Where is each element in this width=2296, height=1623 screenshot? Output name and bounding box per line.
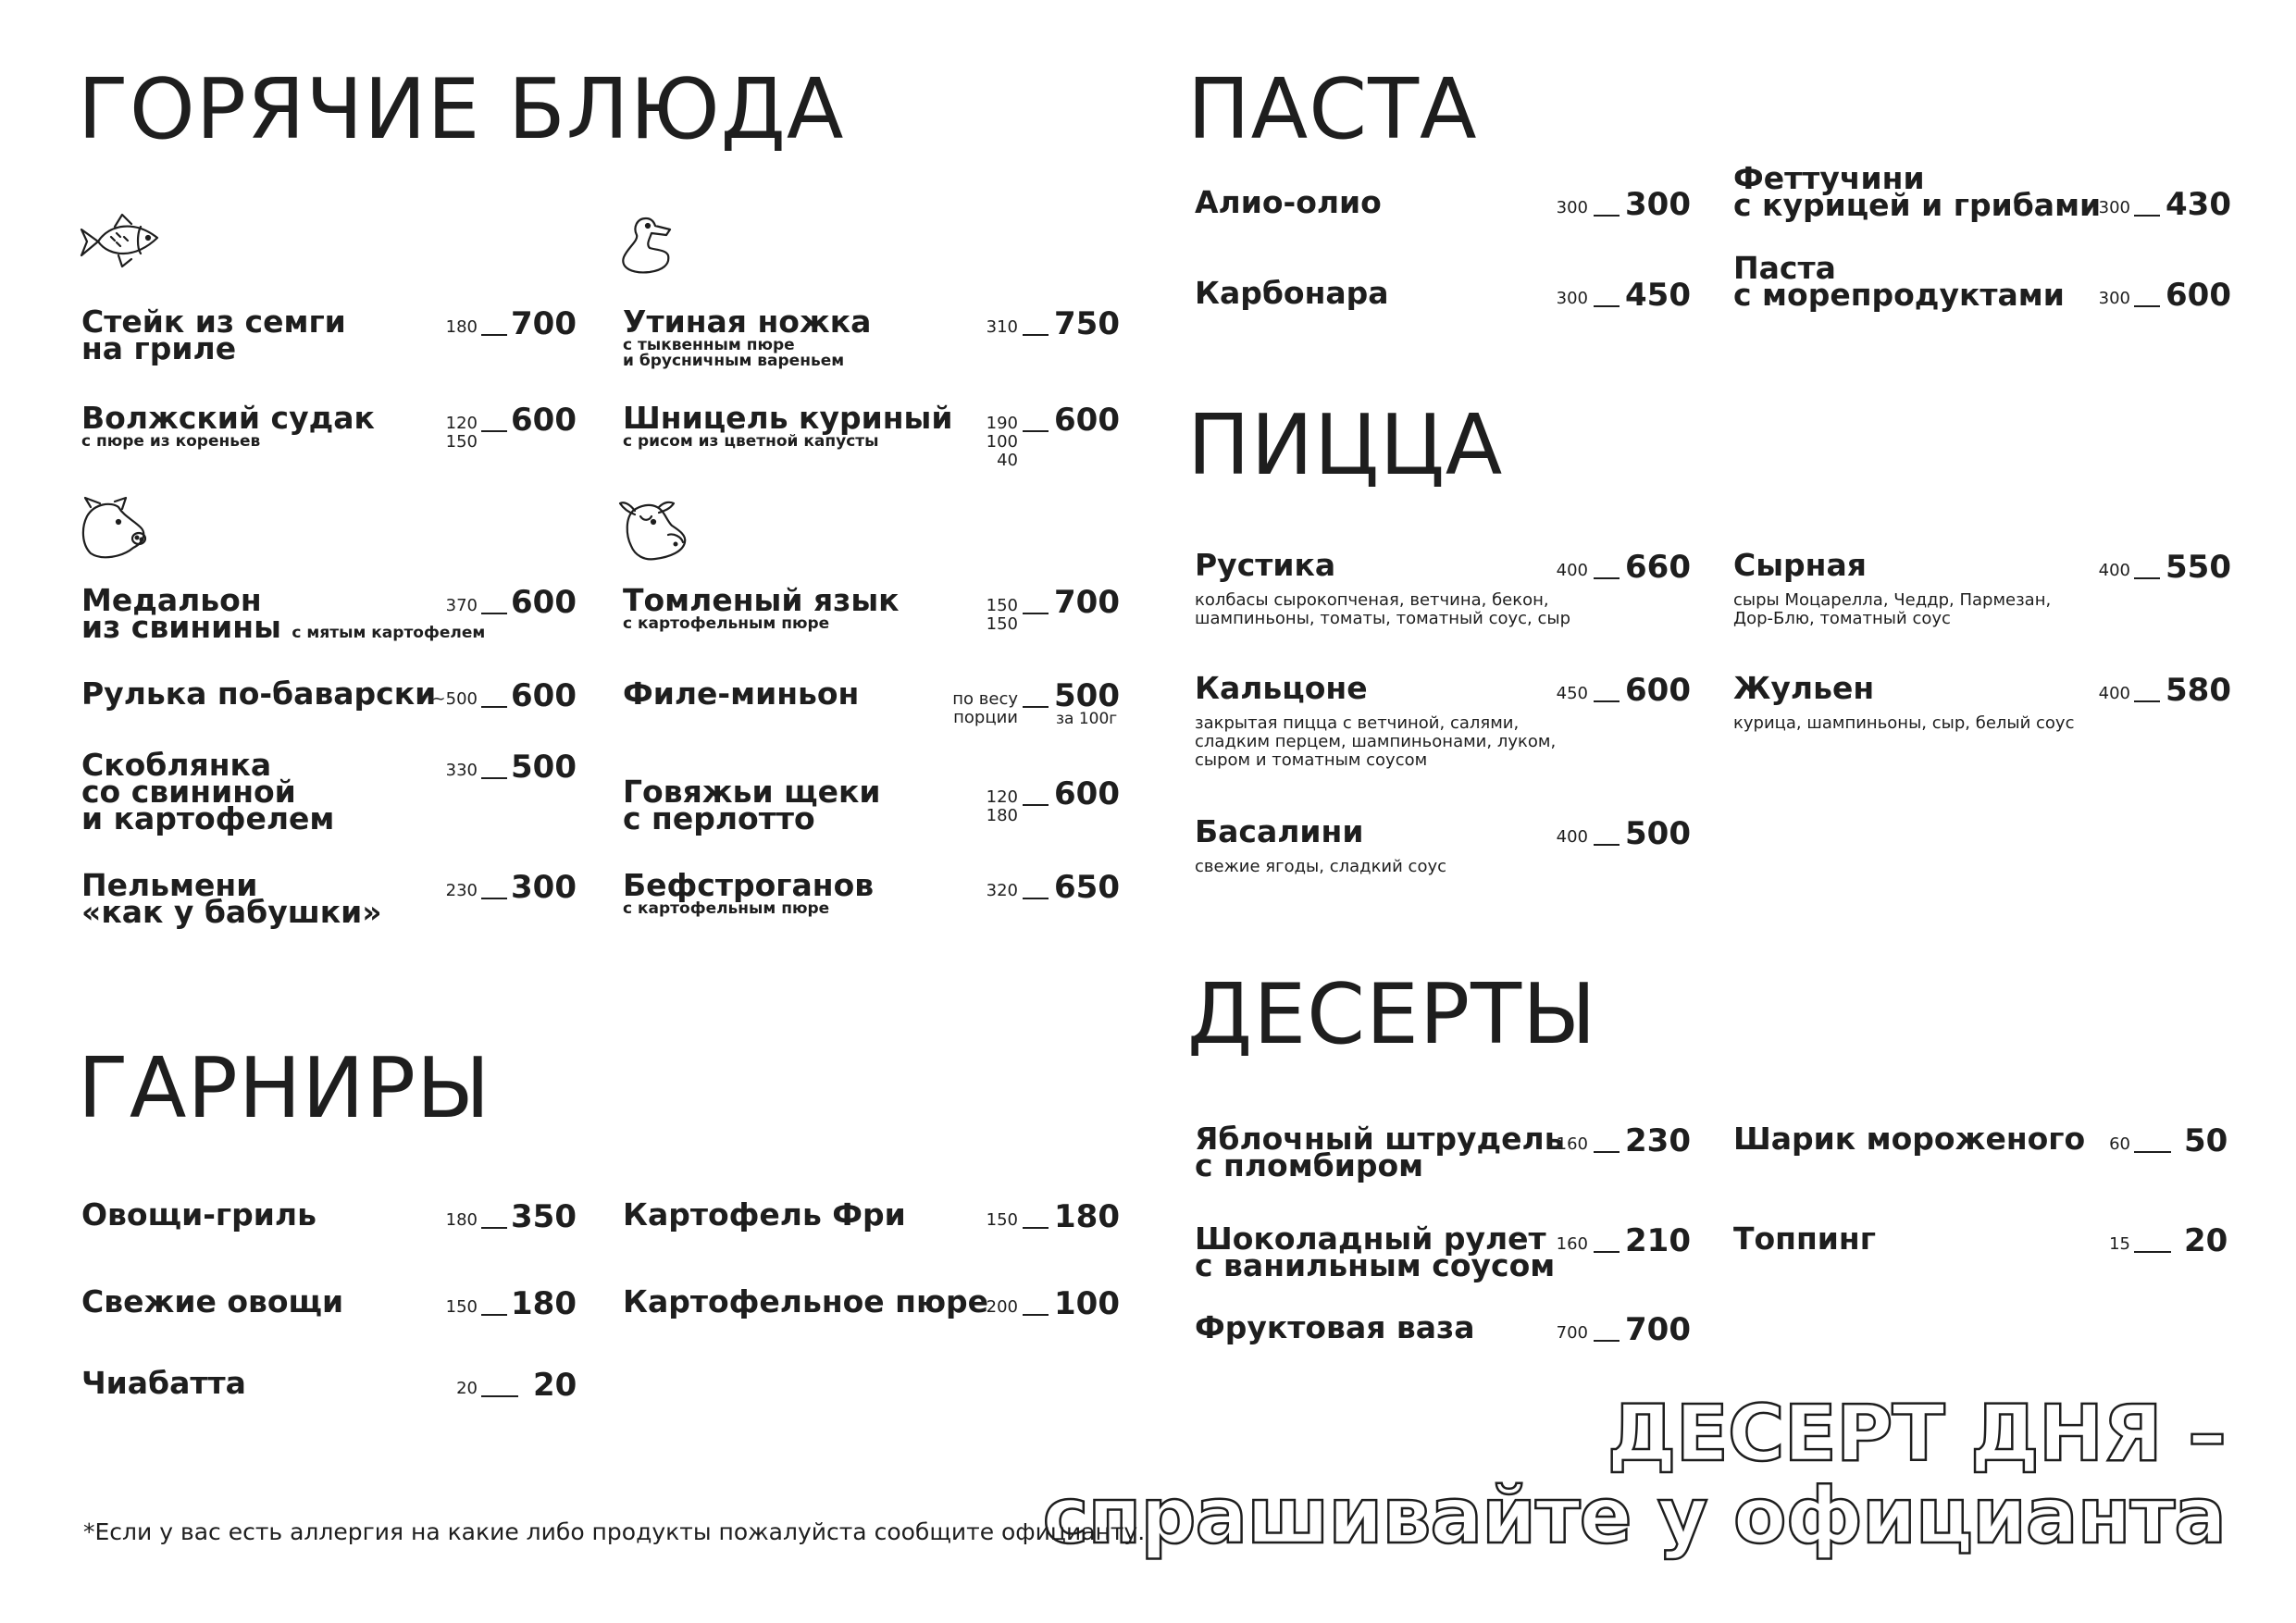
price-leader: [2134, 305, 2160, 307]
dish-name: Скоблянка: [81, 747, 272, 783]
pizza-cheese: [1733, 547, 2052, 628]
fish-icon: [78, 213, 161, 270]
dish-weight: 230: [445, 881, 478, 900]
dessert-name-line2: с ванильным соусом: [1195, 1247, 1556, 1283]
pizza-name: Сырная: [1733, 547, 1867, 583]
pizza-weight: 400: [1556, 827, 1588, 847]
dish-name: Утиная ножка: [623, 304, 872, 340]
pasta-name: Паста: [1733, 250, 1836, 286]
pizza-description: закрытая пицца с ветчиной, салями,: [1195, 713, 1520, 733]
dessert-chocolate-roll: [1195, 1220, 1556, 1283]
side-name: Чиабатта: [81, 1365, 246, 1401]
dish-name-line2: из свинины: [81, 609, 281, 645]
dish-price: 500: [1054, 677, 1120, 714]
price-leader: [2134, 700, 2160, 702]
dish-weight-3: 40: [997, 451, 1018, 470]
dish-name: Пельмени: [81, 867, 258, 903]
price-leader: [2134, 577, 2160, 579]
dessert-price: 50: [2184, 1122, 2228, 1159]
dish-name: Медальон: [81, 582, 262, 618]
dessert-apple-strudel: [1195, 1121, 1564, 1183]
price-leader: [1594, 305, 1620, 307]
price-leader: [1023, 334, 1049, 336]
pasta-name: Феттучини: [1733, 160, 1925, 196]
dish-pork-medallion: [81, 582, 486, 647]
dish-dumplings: [81, 867, 382, 930]
pig-icon: [78, 496, 150, 561]
pasta-weight: 300: [1556, 198, 1588, 217]
side-price: 180: [511, 1285, 577, 1322]
price-leader: [481, 898, 507, 899]
dessert-weight: 160: [1556, 1234, 1588, 1254]
pizza-rustica: [1195, 547, 1571, 628]
price-leader: [1594, 1151, 1620, 1153]
side-fresh-vegetables: [81, 1283, 344, 1319]
side-ciabatta: [81, 1365, 246, 1401]
dish-weight: 180: [445, 317, 478, 337]
pizza-description-2: Дор-Блю, томатный соус: [1733, 609, 1951, 628]
dessert-fruit-platter: [1195, 1309, 1475, 1345]
dish-name: Стейк из семги: [81, 304, 346, 340]
pizza-name: Жульен: [1733, 670, 1875, 706]
pizza-name: Кальцоне: [1195, 670, 1368, 706]
side-weight: 200: [986, 1297, 1018, 1317]
side-price: 350: [511, 1198, 577, 1235]
dish-zander: [81, 400, 375, 451]
pizza-description: колбасы сырокопченая, ветчина, бекон,: [1195, 590, 1549, 610]
pasta-fettuccine: [1733, 160, 2102, 223]
dish-weight: 320: [986, 881, 1018, 900]
dish-name-line2: со свининой: [81, 774, 296, 810]
dish-weight-2: 150: [986, 614, 1018, 634]
dish-price: 600: [1054, 402, 1120, 439]
dessert-name: Шарик мороженого: [1733, 1121, 2086, 1157]
dish-weight: 120: [986, 787, 1018, 807]
price-leader: [1023, 898, 1049, 899]
dish-beef-stroganoff: [623, 867, 875, 918]
dish-chicken-schnitzel: [623, 400, 953, 451]
dish-price: 650: [1054, 869, 1120, 906]
side-name: Картофельное пюре: [623, 1283, 989, 1319]
price-leader: [1023, 613, 1049, 614]
dish-salmon: [81, 304, 346, 366]
pizza-name: Басалини: [1195, 813, 1364, 849]
price-leader: [481, 1227, 507, 1229]
pasta-price: 300: [1625, 186, 1691, 223]
dessert-name: Топпинг: [1733, 1220, 1876, 1257]
dish-subtitle-2: и брусничным вареньем: [623, 352, 845, 370]
dish-subtitle: с пюре из кореньев: [81, 432, 261, 451]
pasta-name: Карбонара: [1195, 275, 1389, 311]
price-leader: [481, 777, 507, 779]
dessert-topping: [1733, 1220, 1876, 1257]
price-leader: [481, 1395, 518, 1397]
dish-weight: 310: [986, 317, 1018, 337]
dish-subtitle: с картофельным пюре: [623, 899, 830, 918]
dish-pork-knuckle: [81, 675, 437, 712]
dish-name-line2: «как у бабушки»: [81, 894, 382, 930]
dish-price: 700: [511, 305, 577, 342]
promo-ask-waiter: спрашивайте у официанта: [1042, 1470, 2226, 1561]
side-weight: 20: [456, 1379, 478, 1398]
price-leader: [1594, 844, 1620, 846]
dish-name-line2: на гриле: [81, 330, 237, 366]
section-title-pizza: ПИЦЦА: [1187, 397, 1504, 494]
pasta-name: Алио-олио: [1195, 184, 1382, 220]
dish-price: 600: [511, 677, 577, 714]
side-price: 180: [1054, 1198, 1120, 1235]
pasta-weight: 300: [1556, 289, 1588, 308]
price-leader: [481, 430, 507, 432]
price-leader: [1023, 804, 1049, 806]
dish-subtitle: с картофельным пюре: [623, 614, 830, 633]
dessert-price: 230: [1625, 1122, 1691, 1159]
price-unit: за 100г: [1056, 710, 1118, 728]
side-grilled-vegetables: [81, 1196, 316, 1233]
duck-icon: [618, 211, 676, 276]
pizza-description-2: шампиньоны, томаты, томатный соус, сыр: [1195, 609, 1571, 628]
dish-beef-cheeks: [623, 774, 881, 836]
dessert-weight: 15: [2109, 1234, 2130, 1254]
pasta-name-line2: с курицей и грибами: [1733, 187, 2102, 223]
pasta-carbonara: [1195, 275, 1389, 311]
price-leader: [1594, 577, 1620, 579]
pasta-price: 430: [2166, 186, 2231, 223]
side-price: 100: [1054, 1285, 1120, 1322]
price-leader: [1594, 700, 1620, 702]
dessert-name: Шоколадный рулет: [1195, 1220, 1546, 1257]
price-leader: [2134, 1251, 2171, 1253]
section-title-pasta: ПАСТА: [1187, 61, 1478, 158]
pizza-price: 600: [1625, 672, 1691, 709]
dessert-name-line2: с пломбиром: [1195, 1147, 1424, 1183]
price-leader: [481, 613, 507, 614]
pizza-price: 500: [1625, 815, 1691, 852]
dish-weight: 330: [445, 761, 478, 780]
pizza-description: свежие ягоды, сладкий соус: [1195, 857, 1447, 876]
dish-duck-leg: [623, 304, 872, 370]
dish-name: Бефстроганов: [623, 867, 875, 903]
pizza-price: 550: [2166, 549, 2231, 586]
pasta-seafood: [1733, 250, 2065, 313]
section-title-sides: ГАРНИРЫ: [78, 1040, 491, 1137]
pizza-description-2: сладким перцем, шампиньонами, луком,: [1195, 732, 1557, 751]
price-leader: [1023, 1227, 1049, 1229]
price-leader: [1594, 1340, 1620, 1342]
side-french-fries: [623, 1196, 906, 1233]
dish-name: Томленый язык: [623, 582, 900, 618]
dish-weight: 120: [445, 414, 478, 433]
side-weight: 150: [986, 1210, 1018, 1230]
pizza-weight: 450: [1556, 684, 1588, 703]
pizza-calzone: [1195, 670, 1557, 770]
pizza-description-3: сыром и томатным соусом: [1195, 750, 1428, 770]
price-leader: [2134, 215, 2160, 217]
dessert-name: Фруктовая ваза: [1195, 1309, 1475, 1345]
dish-weight: 190: [986, 414, 1018, 433]
price-leader: [1594, 1251, 1620, 1253]
pizza-name: Рустика: [1195, 547, 1336, 583]
side-price: 20: [533, 1367, 577, 1404]
dish-name-line3: и картофелем: [81, 800, 335, 836]
side-name: Свежие овощи: [81, 1283, 344, 1319]
dish-price: 600: [1054, 775, 1120, 812]
dish-braised-tongue: [623, 582, 900, 633]
dish-weight: по весу: [952, 689, 1018, 709]
pasta-aglio-olio: [1195, 184, 1382, 220]
side-weight: 150: [445, 1297, 478, 1317]
dish-filet-mignon: [623, 675, 860, 712]
dish-price: 300: [511, 869, 577, 906]
dessert-weight: 160: [1556, 1134, 1588, 1154]
dish-name: Филе-миньон: [623, 675, 860, 712]
pizza-weight: 400: [2098, 561, 2130, 580]
side-mashed-potatoes: [623, 1283, 989, 1319]
price-leader: [1023, 706, 1049, 708]
price-leader: [1023, 1314, 1049, 1316]
dish-weight-2: 150: [445, 432, 478, 452]
price-leader: [2134, 1151, 2171, 1153]
dish-weight: 150: [986, 596, 1018, 615]
cow-icon: [618, 498, 689, 563]
dish-subtitle: с тыквенным пюре: [623, 336, 795, 354]
price-leader: [1023, 430, 1049, 432]
dessert-weight: 60: [2109, 1134, 2130, 1154]
pizza-basalini: [1195, 813, 1447, 876]
price-leader: [481, 706, 507, 708]
pizza-description: сыры Моцарелла, Чеддр, Пармезан,: [1733, 590, 2052, 610]
pasta-weight: 300: [2098, 198, 2130, 217]
side-name: Картофель Фри: [623, 1196, 906, 1233]
dish-weight-2: 100: [986, 432, 1018, 452]
side-name: Овощи-гриль: [81, 1196, 316, 1233]
price-leader: [481, 1314, 507, 1316]
dish-name: Говяжьи щеки: [623, 774, 881, 810]
dish-price: 700: [1054, 584, 1120, 621]
dish-weight-2: 180: [986, 806, 1018, 825]
dessert-ice-cream-scoop: [1733, 1121, 2086, 1157]
pizza-price: 580: [2166, 672, 2231, 709]
dish-subtitle: с рисом из цветной капусты: [623, 432, 879, 451]
promo-dessert-of-the-day: ДЕСЕРТ ДНЯ –: [1607, 1388, 2226, 1479]
dessert-price: 20: [2184, 1222, 2228, 1259]
side-weight: 180: [445, 1210, 478, 1230]
dish-price: 750: [1054, 305, 1120, 342]
dessert-price: 210: [1625, 1222, 1691, 1259]
dish-price: 500: [511, 749, 577, 786]
dessert-name: Яблочный штрудель: [1195, 1121, 1564, 1157]
pasta-weight: 300: [2098, 289, 2130, 308]
dish-weight: 370: [445, 596, 478, 615]
dish-weight: ~500: [431, 689, 478, 709]
dish-subtitle: с мятым картофелем: [292, 624, 486, 642]
pasta-name-line2: с морепродуктами: [1733, 277, 2065, 313]
dish-name: Рулька по-баварски: [81, 675, 437, 712]
section-title-desserts: ДЕСЕРТЫ: [1187, 966, 1597, 1063]
pizza-weight: 400: [2098, 684, 2130, 703]
section-title-hot-dishes: ГОРЯЧИЕ БЛЮДА: [78, 61, 845, 158]
dish-skoblyanka: [81, 747, 335, 836]
dish-name-line2: с перлотто: [623, 800, 815, 836]
pasta-price: 600: [2166, 277, 2231, 314]
dish-price: 600: [511, 584, 577, 621]
pizza-description: курица, шампиньоны, сыр, белый соус: [1733, 713, 2075, 733]
price-leader: [481, 334, 507, 336]
dessert-price: 700: [1625, 1311, 1691, 1348]
pasta-price: 450: [1625, 277, 1691, 314]
price-leader: [1594, 215, 1620, 217]
dish-weight-2: порции: [953, 708, 1018, 727]
allergy-footnote: *Если у вас есть аллергия на какие либо продукты пожалуйста сообщите официанту.: [83, 1518, 1146, 1545]
dish-name: Волжский судак: [81, 400, 375, 436]
pizza-price: 660: [1625, 549, 1691, 586]
dish-price: 600: [511, 402, 577, 439]
dish-name: Шницель куриный: [623, 400, 953, 436]
dessert-weight: 700: [1556, 1323, 1588, 1343]
pizza-weight: 400: [1556, 561, 1588, 580]
pizza-julienne: [1733, 670, 2075, 733]
